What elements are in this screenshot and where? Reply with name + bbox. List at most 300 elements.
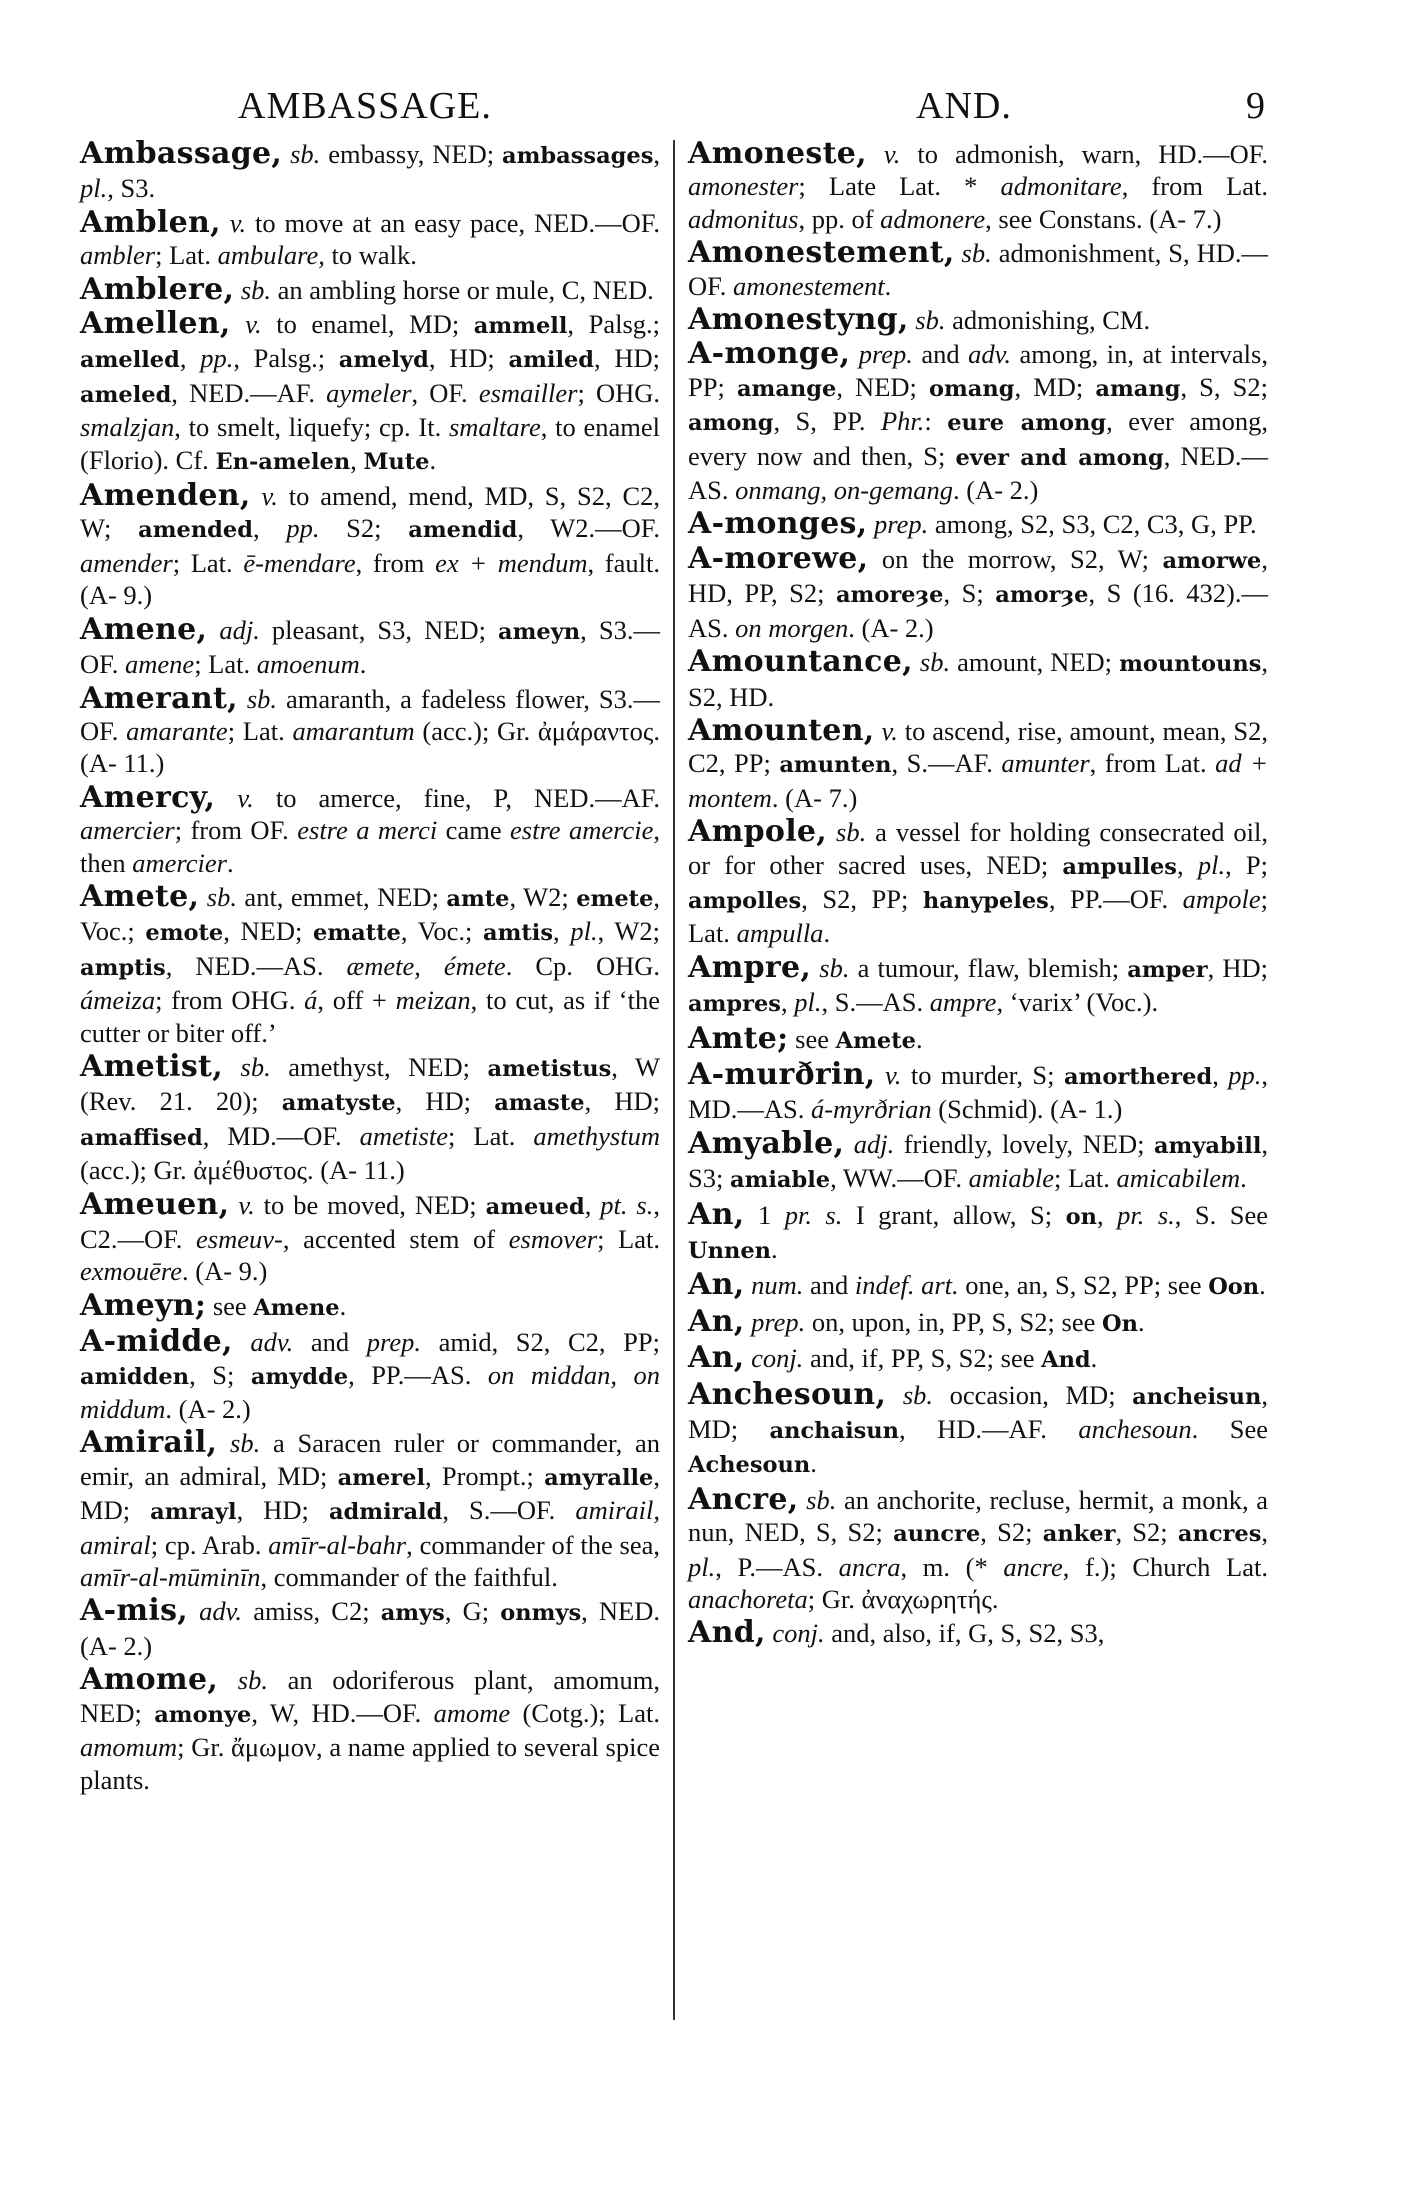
- headword: Ambassage,: [80, 136, 283, 171]
- headword: Amte;: [688, 1020, 789, 1056]
- variant-form: on: [1065, 1203, 1097, 1230]
- dictionary-entry: [688, 712, 1269, 814]
- variant-form: amrayl: [150, 1499, 237, 1526]
- dictionary-entry: [80, 680, 660, 780]
- definition-text: , commander of the sea,: [406, 1529, 660, 1560]
- definition-text: one, an, S, S2, PP; see: [958, 1270, 1209, 1301]
- italic-text: anachoreta: [688, 1584, 808, 1615]
- definition-text: to ascend, rise, amount, mean, S2, C2, PP;: [688, 715, 1269, 779]
- right-column: [688, 138, 1268, 1652]
- italic-text: v.: [261, 481, 278, 512]
- definition-text: .: [771, 1234, 778, 1264]
- variant-form: emote: [145, 920, 224, 947]
- definition-text: ; Lat.: [1053, 1163, 1117, 1194]
- italic-text: ambler: [80, 240, 156, 271]
- variant-form: amidden: [80, 1363, 190, 1390]
- dictionary-entry: [80, 779, 660, 879]
- italic-text: sb.: [806, 1484, 837, 1515]
- variant-form: amatyste: [281, 1090, 396, 1117]
- variant-form: amaste: [494, 1090, 585, 1117]
- definition-text: , NED.—AF.: [171, 377, 327, 408]
- italic-text: v.: [885, 1059, 902, 1090]
- italic-text: amethystum: [533, 1120, 660, 1151]
- variant-form: amydde: [250, 1363, 349, 1390]
- italic-text: pp.: [1228, 1059, 1262, 1090]
- definition-text: on, upon, in, PP, S, S2; see: [805, 1306, 1102, 1337]
- variant-form: ampres: [688, 991, 781, 1018]
- headword: An,: [688, 1196, 745, 1232]
- definition-text: ,: [780, 987, 795, 1018]
- definition-text: amid, S2, C2, PP;: [420, 1327, 661, 1358]
- definition-text: , MD;: [80, 1460, 660, 1526]
- italic-text: aymeler: [326, 377, 412, 408]
- definition-text: ; Lat.: [447, 1120, 534, 1151]
- variant-form: amendid: [408, 517, 518, 544]
- headword: An,: [688, 1340, 745, 1376]
- italic-text: amercier: [132, 847, 227, 878]
- definition-text: , S;: [943, 578, 996, 609]
- left-column: [80, 138, 660, 1798]
- definition-text: ; Lat.: [597, 1224, 660, 1254]
- definition-text: ; from OF.: [174, 815, 298, 846]
- italic-text: onmang, on-gemang: [735, 475, 954, 506]
- italic-text: ad + montem: [688, 748, 1269, 813]
- headword: Amene,: [80, 611, 208, 647]
- italic-text: pr. s.: [784, 1199, 843, 1230]
- definition-text: , HD;: [395, 1086, 495, 1117]
- definition-text: to amerce, fine, P, NED.—AF.: [253, 782, 660, 813]
- italic-text: admonitare: [1000, 171, 1122, 202]
- italic-text: v.: [881, 715, 898, 746]
- definition-text: ; Gr. ἀναχωρητής.: [807, 1584, 999, 1615]
- headword: A-monge,: [688, 336, 851, 372]
- definition-text: .: [359, 649, 367, 680]
- variant-form: ameued: [485, 1193, 585, 1220]
- italic-text: v.: [245, 309, 262, 340]
- variant-form: eure among: [947, 410, 1107, 437]
- italic-text: adv.: [199, 1596, 243, 1627]
- definition-text: .: [339, 1290, 347, 1321]
- dictionary-entry: [688, 508, 1268, 540]
- definition-text: 1: [757, 1199, 785, 1230]
- running-head-right: AND.: [916, 85, 1012, 127]
- italic-text: prep.: [874, 509, 929, 540]
- definition-text: and: [293, 1327, 367, 1358]
- italic-text: on middan, on middum: [80, 1359, 660, 1425]
- definition-text: . Cp. OHG.: [505, 950, 660, 981]
- dictionary-entry: [688, 540, 1268, 644]
- variant-form: admirald: [328, 1499, 443, 1526]
- italic-text: conj.: [772, 1618, 825, 1649]
- running-head-left: AMBASSAGE.: [238, 85, 492, 127]
- dictionary-entry: [688, 1196, 1269, 1268]
- italic-text: amirail, amiral: [80, 1495, 660, 1560]
- dictionary-entry: [80, 271, 660, 307]
- running-header: [0, 78, 1424, 138]
- variant-form: emete: [576, 885, 654, 912]
- definition-text: , HD;: [1207, 952, 1268, 983]
- dictionary-entry: [80, 1427, 660, 1593]
- variant-form: ampolles: [688, 887, 802, 914]
- italic-text: pl.: [794, 987, 822, 1018]
- definition-text: an anchorite, recluse, hermit, a monk, a nun, NED, S, S2;: [688, 1484, 1268, 1548]
- dictionary-entry: [688, 949, 1268, 1021]
- definition-text: to amend, mend, MD, S, S2, C2, W;: [80, 481, 660, 544]
- headword: Ampole,: [688, 814, 828, 850]
- definition-text: , NED. (A- 2.): [80, 1596, 660, 1661]
- variant-form: Unnen: [688, 1238, 772, 1264]
- dictionary-entry: [688, 237, 1268, 302]
- variant-form: amper: [1127, 956, 1208, 983]
- headword: Amome,: [80, 1662, 219, 1698]
- dictionary-entry: [688, 1342, 1268, 1376]
- definition-text: , S (16. 432).—AS.: [688, 578, 1268, 643]
- headword: A-mis,: [80, 1593, 189, 1629]
- variant-form: anker: [1042, 1521, 1116, 1548]
- dictionary-entry: [688, 1481, 1268, 1616]
- definition-text: , NED.—AS.: [688, 440, 1268, 506]
- italic-text: æmete, émete: [346, 950, 506, 981]
- italic-text: pl.: [80, 173, 108, 204]
- variant-form: hanypeles: [922, 887, 1049, 914]
- italic-text: adv.: [968, 339, 1012, 370]
- italic-text: amene: [125, 649, 195, 680]
- definition-text: , S.—AF.: [891, 748, 1002, 779]
- headword: Anchesoun,: [688, 1376, 887, 1412]
- headword: Amerant,: [80, 680, 238, 716]
- definition-text: , PP.—OF.: [1048, 883, 1183, 914]
- definition-text: , S3;: [688, 1128, 1268, 1194]
- headword: Amoneste,: [688, 136, 867, 171]
- italic-text: ámeiza: [80, 985, 156, 1016]
- definition-text: to be moved, NED;: [254, 1189, 486, 1220]
- definition-text: .: [1259, 1270, 1266, 1301]
- variant-form: amte: [446, 885, 510, 912]
- definition-text: , W, HD.—OF.: [251, 1697, 434, 1728]
- variant-form: ametistus: [487, 1055, 612, 1082]
- definition-text: .: [1240, 1163, 1247, 1194]
- italic-text: prep.: [858, 339, 913, 370]
- definition-text: , S, S2;: [1180, 371, 1268, 402]
- definition-text: , NED;: [223, 916, 314, 947]
- definition-text: , S2;: [980, 1517, 1043, 1548]
- dictionary-entry: [80, 480, 660, 612]
- dictionary-entry: [688, 138, 1268, 235]
- definition-text: and, also, if, G, S, S2, S3,: [824, 1618, 1105, 1649]
- variant-form: Amete: [835, 1027, 916, 1054]
- dictionary-entry: [688, 338, 1268, 506]
- headword: And,: [688, 1615, 766, 1651]
- italic-text: ametiste: [359, 1120, 448, 1151]
- italic-text: num.: [751, 1270, 804, 1301]
- column-divider: [673, 140, 675, 2020]
- definition-text: ,: [553, 916, 571, 947]
- variant-form: amerel: [337, 1464, 425, 1491]
- italic-text: ampulla: [736, 918, 824, 949]
- definition-text: ,: [1212, 1059, 1229, 1090]
- variant-form: amange: [736, 375, 837, 402]
- definition-text: (Schmid). (A- 1.): [931, 1094, 1123, 1125]
- dictionary-entry: [688, 646, 1268, 713]
- dictionary-entry: [688, 1617, 1268, 1649]
- definition-text: occasion, MD;: [933, 1379, 1133, 1410]
- definition-text: amiss, C2;: [242, 1596, 381, 1627]
- italic-text: ampre: [929, 987, 997, 1018]
- definition-text: , off +: [317, 985, 396, 1016]
- definition-text: , Voc.;: [80, 881, 661, 947]
- definition-text: ; Late Lat. *: [798, 171, 1001, 202]
- headword: A-monges,: [688, 506, 868, 542]
- definition-text: I grant, allow, S;: [842, 1199, 1066, 1230]
- variant-form: amended: [138, 517, 253, 544]
- variant-form: ampulles: [1062, 853, 1177, 880]
- definition-text: see: [795, 1023, 836, 1054]
- italic-text: conj.: [751, 1343, 804, 1374]
- definition-text: , fault. (A- 9.): [80, 547, 660, 611]
- italic-text: ex + mendum: [435, 547, 588, 578]
- definition-text: , see Constans. (A- 7.): [985, 203, 1222, 234]
- variant-form: amiled: [508, 347, 595, 374]
- italic-text: sb.: [902, 1379, 934, 1410]
- definition-text: ,: [1176, 849, 1198, 880]
- italic-text: amomum: [80, 1732, 178, 1763]
- italic-text: sb.: [961, 238, 992, 269]
- italic-text: prep.: [366, 1327, 421, 1358]
- italic-text: adj.: [219, 614, 260, 645]
- definition-text: among, in, at intervals, PP;: [688, 339, 1268, 402]
- definition-text: and, if, PP, S, S2; see: [803, 1343, 1042, 1374]
- italic-text: v.: [238, 1189, 255, 1220]
- dictionary-entry: [688, 1125, 1268, 1197]
- italic-text: amender: [80, 547, 173, 578]
- italic-text: esmover: [508, 1224, 598, 1254]
- variant-form: En-amelen: [215, 448, 351, 475]
- definition-text: .: [915, 1023, 923, 1054]
- italic-text: amiable: [968, 1163, 1054, 1194]
- dictionary-entry: [688, 304, 1268, 336]
- variant-form: amyralle: [544, 1464, 654, 1491]
- definition-text: a vessel for holding consecrated oil, or for other sacred uses, NED;: [688, 817, 1269, 880]
- definition-text: , S.—OF.: [442, 1495, 576, 1526]
- variant-form: amaffised: [80, 1124, 203, 1151]
- definition-text: ; Lat.: [172, 547, 244, 578]
- italic-text: smaltare: [448, 412, 541, 443]
- headword: Amblen,: [80, 204, 221, 240]
- variant-form: onmys: [500, 1600, 582, 1627]
- definition-text: ; cp. Arab.: [150, 1529, 269, 1560]
- variant-form: amang: [1095, 375, 1181, 402]
- italic-text: sb.: [836, 817, 867, 848]
- italic-text: v.: [883, 139, 901, 169]
- italic-text: ampole: [1182, 883, 1261, 914]
- definition-text: , MD.—OF.: [202, 1120, 360, 1151]
- italic-text: amarante: [126, 715, 228, 746]
- dictionary-entry: [80, 878, 661, 1049]
- definition-text: .: [429, 444, 437, 475]
- definition-text: ; OHG.: [577, 377, 660, 408]
- definition-text: , from Lat.: [1089, 748, 1216, 779]
- definition-text: amount, NED;: [950, 647, 1120, 678]
- definition-text: , NED.—AS.: [165, 950, 347, 981]
- italic-text: admonere: [880, 203, 986, 234]
- italic-text: prep.: [751, 1306, 806, 1337]
- headword: Ameuen,: [80, 1186, 230, 1222]
- definition-text: , S2, HD.: [688, 647, 1269, 712]
- italic-text: sb.: [246, 683, 278, 714]
- italic-text: exmouēre: [80, 1256, 183, 1287]
- italic-text: amicabilem: [1116, 1163, 1241, 1194]
- variant-form: ameyn: [498, 618, 581, 645]
- headword: Amountance,: [688, 644, 913, 680]
- definition-text: .: [810, 1448, 817, 1479]
- dictionary-entry: [688, 1056, 1268, 1126]
- variant-form: Amene: [253, 1294, 340, 1321]
- definition-text: . (A- 2.): [953, 475, 1039, 506]
- variant-form: amiable: [729, 1167, 831, 1194]
- dictionary-entry: [80, 1326, 660, 1425]
- italic-text: sb.: [240, 274, 272, 305]
- definition-text: . (A- 2.): [848, 612, 934, 643]
- italic-text: amoenum: [256, 649, 360, 680]
- italic-text: amīr-al-bahr: [268, 1529, 407, 1560]
- variant-form: amunten: [779, 752, 892, 779]
- definition-text: . See: [1191, 1414, 1269, 1445]
- variant-form: amptis: [80, 954, 166, 981]
- definition-text: pleasant, S3, NED;: [259, 614, 499, 645]
- definition-text: , ‘varix’ (Voc.).: [996, 987, 1159, 1018]
- variant-form: Oon: [1208, 1274, 1260, 1301]
- definition-text: admonishing, CM.: [945, 305, 1151, 336]
- headword: A-morewe,: [688, 540, 869, 576]
- variant-form: amyabill: [1153, 1132, 1262, 1159]
- variant-form: amorȝe: [995, 582, 1089, 609]
- definition-text: came: [437, 815, 511, 846]
- italic-text: ambulare,: [217, 240, 325, 271]
- variant-form: ematte: [313, 920, 401, 947]
- definition-text: , HD;: [236, 1495, 329, 1526]
- headword: Ancre,: [688, 1481, 799, 1517]
- dictionary-entry: [80, 1048, 661, 1187]
- definition-text: , S, PP.: [773, 406, 881, 437]
- italic-text: admonitus: [688, 203, 799, 234]
- definition-text: to admonish, warn, HD.—OF.: [900, 139, 1268, 169]
- dictionary-entry: [80, 1595, 660, 1662]
- definition-text: (acc.); Gr. ἀμέθυστος. (A- 11.): [80, 1155, 405, 1186]
- definition-text: , accented stem of: [282, 1224, 509, 1254]
- italic-text: ancre: [1003, 1551, 1063, 1582]
- variant-form: omang: [928, 375, 1015, 402]
- italic-text: on morgen: [735, 612, 849, 643]
- definition-text: among, S2, S3, C2, C3, G, PP.: [928, 509, 1257, 540]
- definition-text: .: [1090, 1343, 1098, 1374]
- definition-text: , commander of the faithful.: [260, 1562, 558, 1593]
- italic-text: estre amercie: [510, 815, 654, 846]
- italic-text: anchesoun: [1078, 1414, 1192, 1445]
- variant-form: amelyd: [338, 347, 429, 374]
- definition-text: , Palsg.;: [567, 309, 661, 340]
- headword: An,: [688, 1267, 745, 1303]
- variant-form: amonye: [154, 1701, 252, 1728]
- definition-text: , Voc.;: [400, 916, 484, 947]
- variant-form: auncre: [893, 1521, 981, 1548]
- variant-form: amorwe: [1162, 547, 1262, 574]
- italic-text: estre a merci: [297, 815, 438, 846]
- headword: Amenden,: [80, 478, 251, 514]
- italic-text: á: [304, 985, 318, 1016]
- italic-text: pl.: [1197, 849, 1226, 880]
- variant-form: anchaisun: [769, 1418, 900, 1445]
- headword: Amonestyng,: [688, 302, 909, 338]
- definition-text: a tumour, flaw, blemish;: [849, 952, 1128, 983]
- italic-text: amunter: [1001, 748, 1090, 779]
- definition-text: , Prompt.;: [425, 1460, 545, 1491]
- italic-text: indef. art.: [854, 1270, 959, 1301]
- italic-text: pl.: [570, 916, 598, 947]
- definition-text: , MD;: [688, 1379, 1269, 1445]
- variant-form: Mute: [363, 448, 430, 475]
- definition-text: , f.); Church Lat.: [1062, 1551, 1268, 1582]
- italic-text: adj.: [853, 1128, 895, 1159]
- italic-text: pt. s.: [600, 1189, 654, 1220]
- italic-text: sb.: [206, 881, 237, 912]
- definition-text: to murder, S;: [901, 1059, 1064, 1090]
- definition-text: .: [823, 918, 831, 949]
- variant-form: ammell: [473, 313, 568, 340]
- headword: Amblere,: [80, 271, 235, 307]
- dictionary-entry: [80, 611, 660, 681]
- dictionary-entry: [688, 1376, 1269, 1482]
- definition-text: .: [884, 270, 892, 301]
- variant-form: amelled: [80, 347, 180, 374]
- definition-text: ,: [1261, 1517, 1268, 1548]
- variant-form: amorthered: [1063, 1063, 1213, 1090]
- italic-text: á-myrðrian: [810, 1094, 932, 1125]
- definition-text: S2;: [319, 513, 409, 544]
- definition-text: , P;: [1225, 849, 1269, 880]
- definition-text: and: [912, 339, 969, 370]
- italic-text: sb.: [919, 647, 951, 678]
- definition-text: and: [803, 1270, 855, 1301]
- variant-form: mountouns: [1119, 651, 1262, 678]
- definition-text: , to smelt, liquefy; cp. It.: [174, 412, 449, 443]
- headword: Ametist,: [80, 1048, 223, 1084]
- variant-form: On: [1101, 1310, 1138, 1337]
- definition-text: ,: [350, 444, 364, 475]
- definition-text: ,: [252, 513, 287, 544]
- italic-text: pr. s.: [1117, 1199, 1175, 1230]
- definition-text: , G;: [444, 1596, 501, 1627]
- definition-text: , S. See: [1174, 1199, 1269, 1230]
- dictionary-entry: [80, 308, 660, 478]
- definition-text: , pp. of: [798, 203, 881, 234]
- definition-text: , MD;: [1014, 371, 1096, 402]
- italic-text: amercier: [80, 815, 175, 846]
- italic-text: adv.: [250, 1327, 294, 1358]
- definition-text: (Cotg.); Lat.: [510, 1697, 660, 1728]
- definition-text: , HD;: [584, 1086, 661, 1117]
- headword: A-midde,: [80, 1324, 233, 1360]
- headword: Ampre,: [688, 949, 812, 985]
- definition-text: , P.—AS.: [715, 1551, 839, 1582]
- dictionary-entry: [80, 138, 660, 205]
- variant-form: ancheisun: [1132, 1383, 1262, 1410]
- definition-text: an odoriferous plant, amomum, NED;: [80, 1665, 661, 1728]
- definition-text: , MD.—AS.: [688, 1059, 1268, 1125]
- variant-form: amtis: [483, 920, 554, 947]
- definition-text: , from Lat.: [1121, 171, 1269, 202]
- headword: Amercy,: [80, 779, 216, 815]
- definition-text: , S3.—OF.: [80, 614, 660, 680]
